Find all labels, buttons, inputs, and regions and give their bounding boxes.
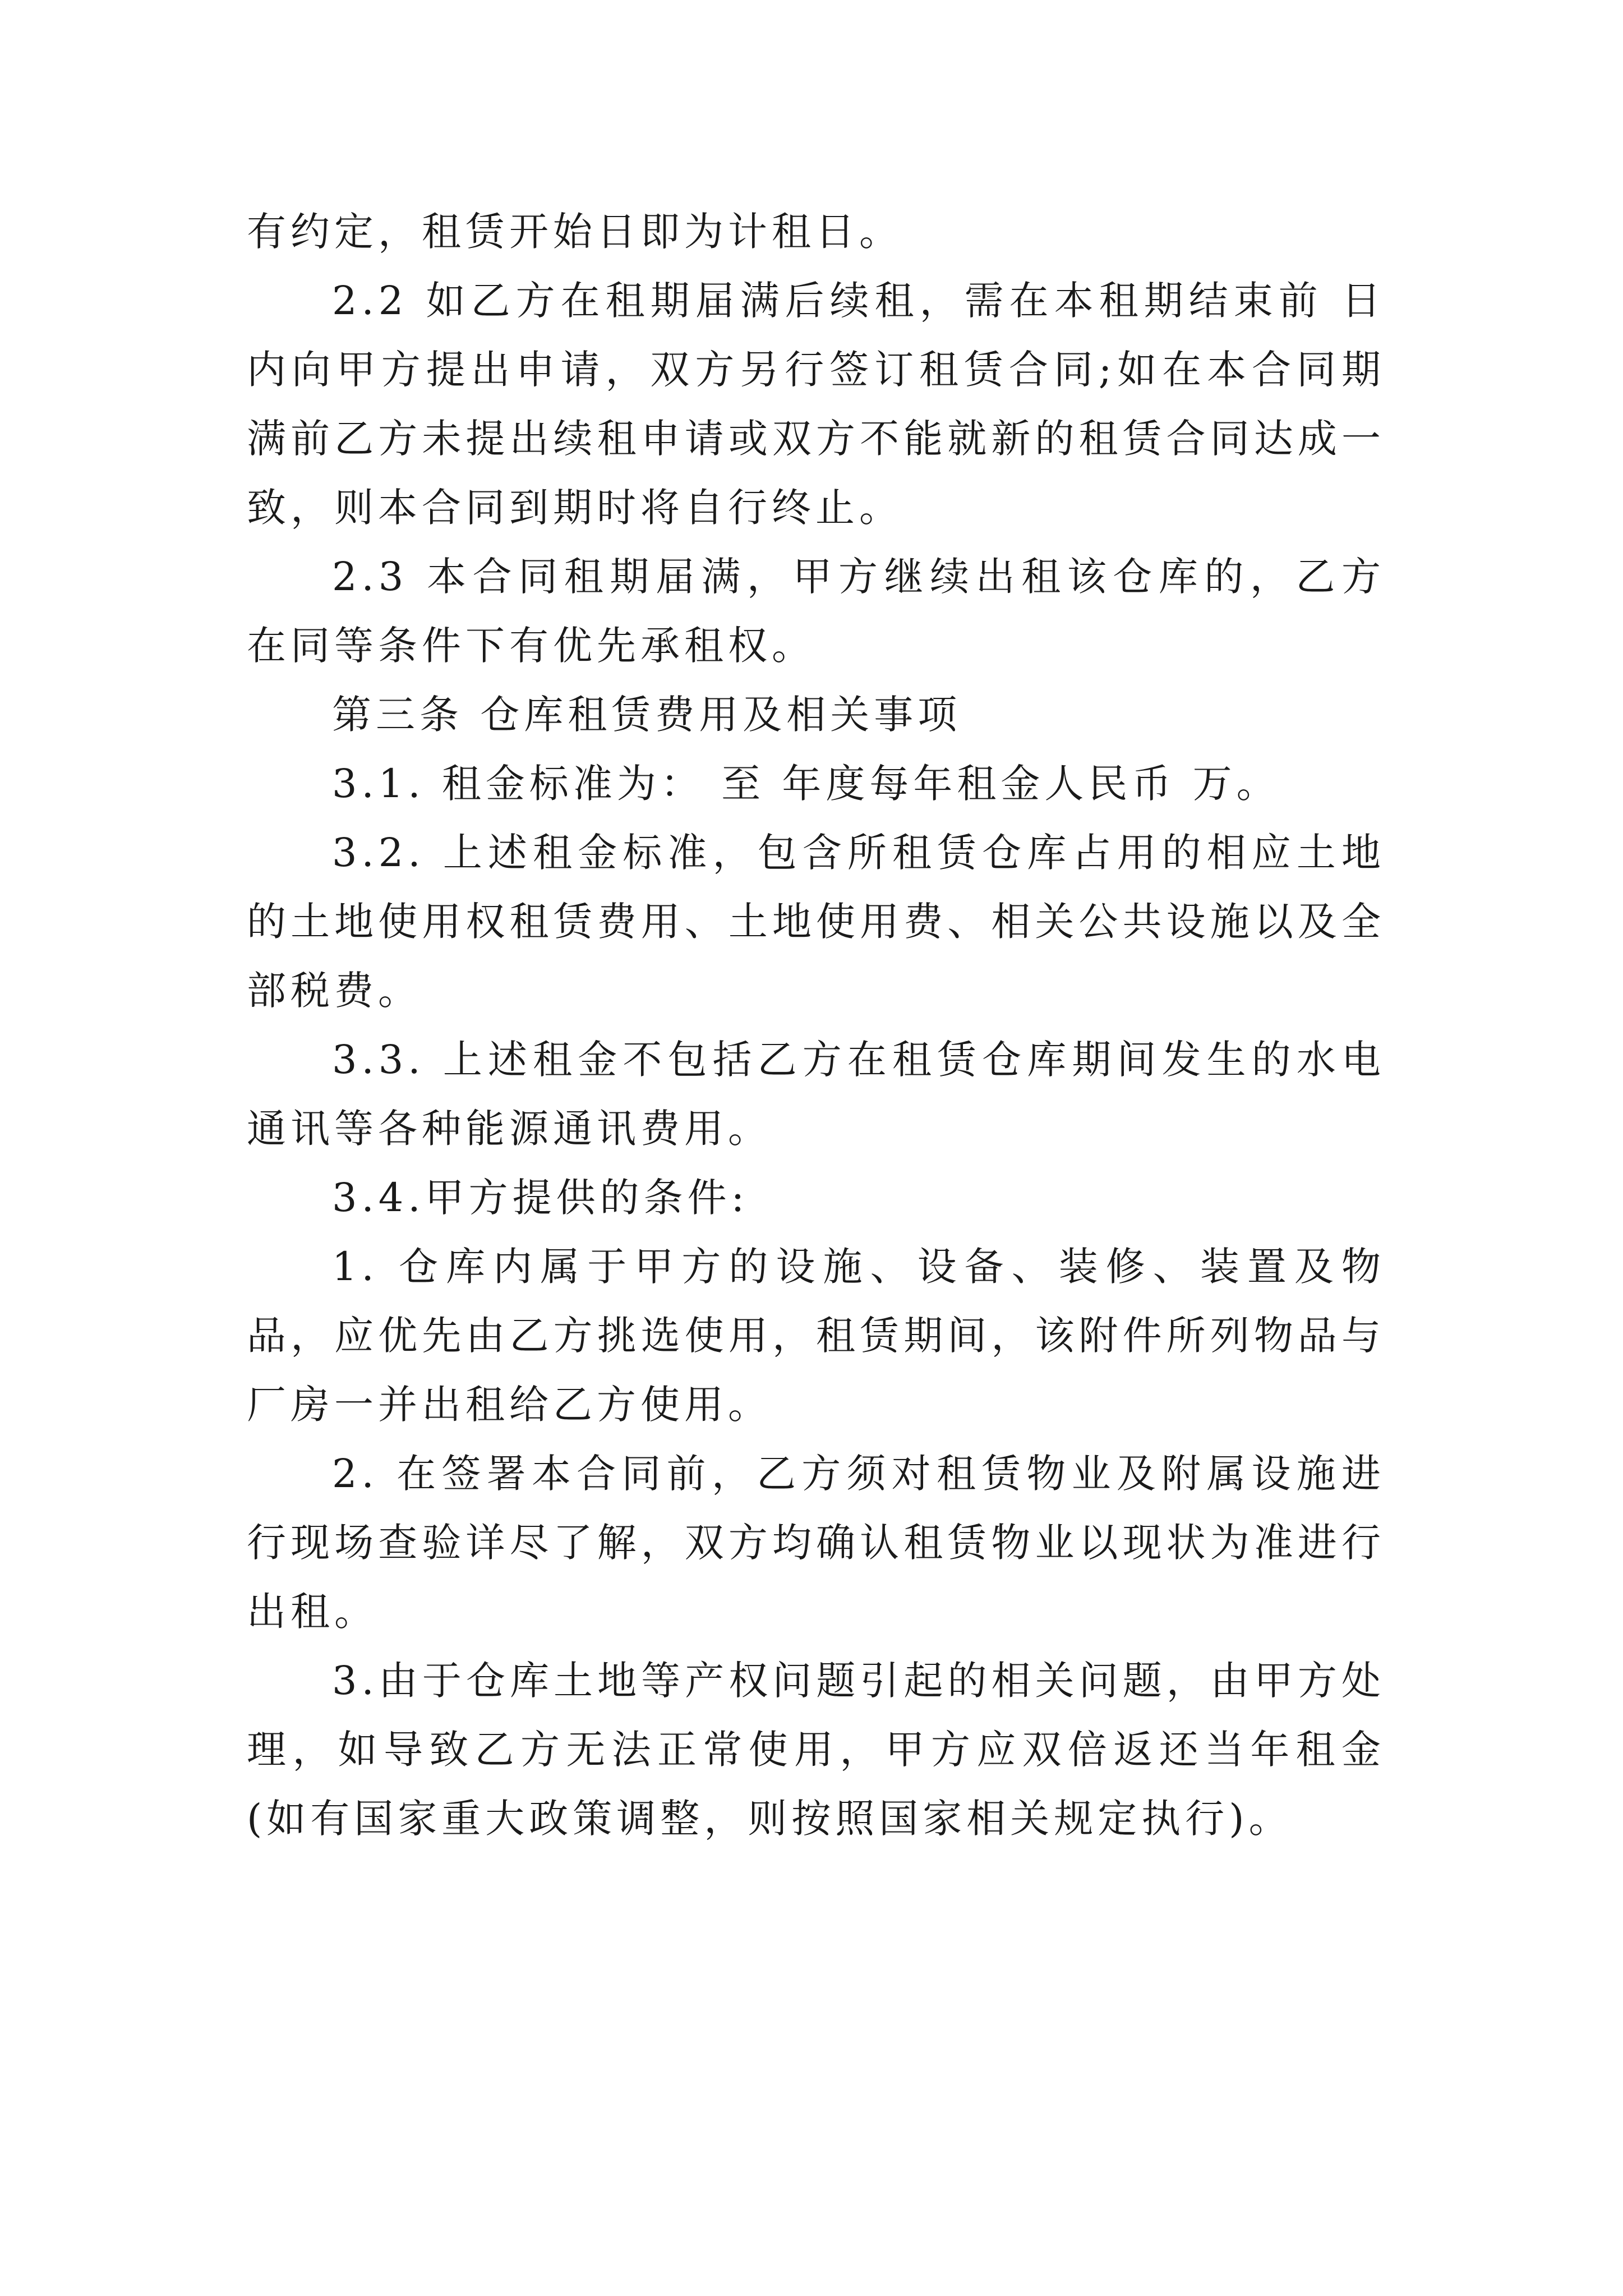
paragraph-3-1: 3.1. 租金标准为： 至 年度每年租金人民币 万。	[332, 761, 1280, 807]
paragraph-2-2: 2.2 如乙方在租期届满后续租，需在本租期结束前 日内向甲方提出申请，双方另行签订租赁合同;如在本合同期满前乙方未提出续租申请或双方不能就新的租赁合同达成一致，则本合同到期时将自行终止。	[247, 278, 1385, 531]
paragraph-3-3: 3.3. 上述租金不包括乙方在租赁仓库期间发生的水电通讯等各种能源通讯费用。	[247, 1037, 1385, 1152]
paragraph-continuation: 有约定，租赁开始日即为计租日。	[247, 209, 903, 255]
section-heading-article-3: 第三条 仓库租赁费用及相关事项	[332, 692, 962, 738]
list-item-1: 1. 仓库内属于甲方的设施、设备、装修、装置及物品，应优先由乙方挑选使用，租赁期间，该附件所列物品与厂房一并出租给乙方使用。	[247, 1244, 1385, 1428]
paragraph-2-3: 2.3 本合同租期届满，甲方继续出租该仓库的，乙方在同等条件下有优先承租权。	[247, 554, 1385, 669]
list-item-2: 2. 在签署本合同前，乙方须对租赁物业及附属设施进行现场查验详尽了解，双方均确认租赁物业以现状为准进行出租。	[247, 1451, 1385, 1635]
paragraph-3-2: 3.2. 上述租金标准，包含所租赁仓库占用的相应土地的土地使用权租赁费用、土地使用费、相关公共设施以及全部税费。	[247, 830, 1385, 1014]
list-item-3: 3.由于仓库土地等产权问题引起的相关问题，由甲方处理，如导致乙方无法正常使用，甲方应双倍返还当年租金(如有国家重大政策调整，则按照国家相关规定执行)。	[247, 1658, 1385, 1842]
document-body	[247, 197, 1385, 1853]
paragraph-3-4: 3.4.甲方提供的条件:	[332, 1175, 749, 1221]
